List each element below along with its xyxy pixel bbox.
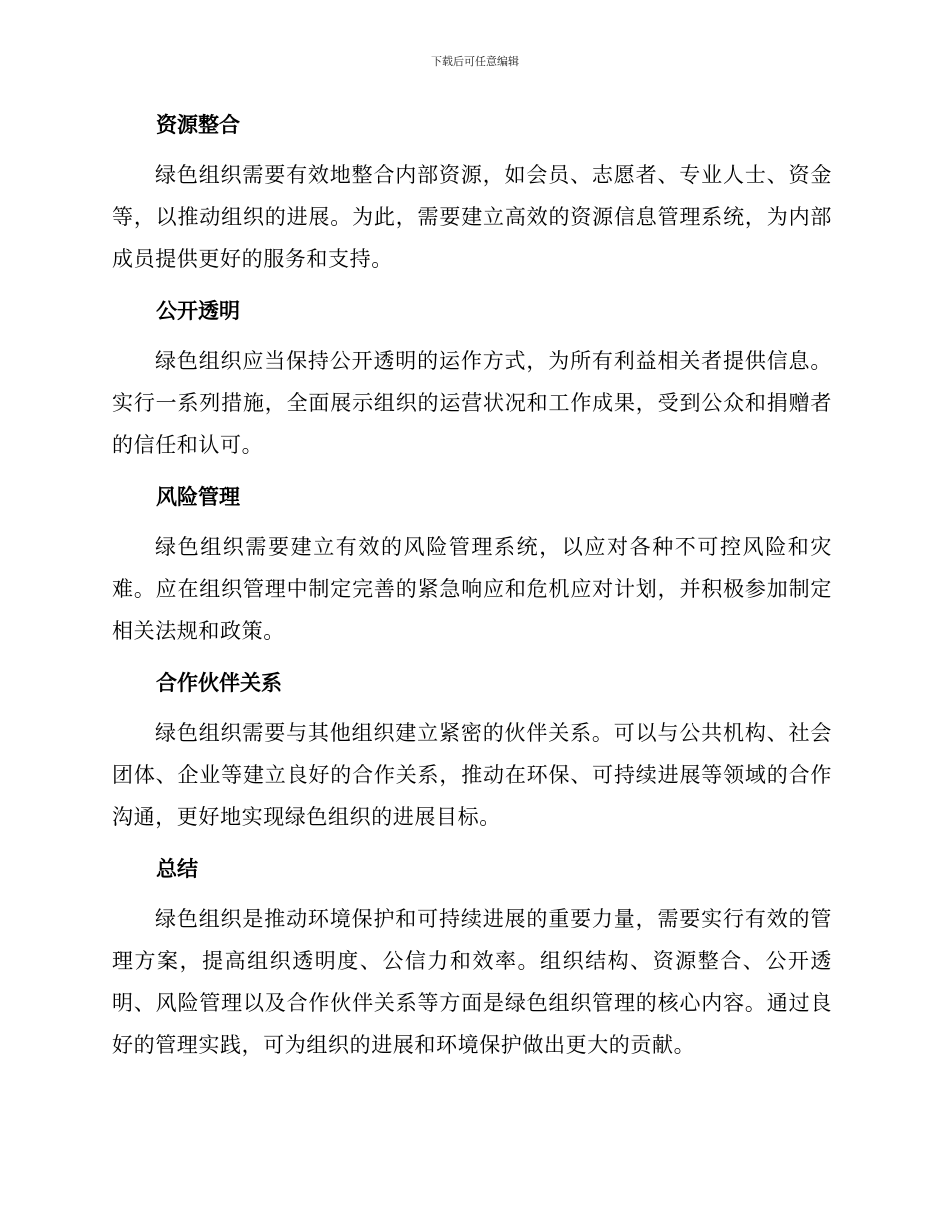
section-heading: 合作伙伴关系 [156,671,282,695]
section-transparency [112,296,832,466]
section-paragraph: 绿色组织需要有效地整合内部资源，如会员、志愿者、专业人士、资金等，以推动组织的进展。为此，需要建立高效的资源信息管理系统，为内部成员提供更好的服务和支持。 [112,163,832,271]
section-paragraph: 绿色组织应当保持公开透明的运作方式，为所有利益相关者提供信息。实行一系列措施，全面展示组织的运营状况和工作成果，受到公众和捐赠者的信任和认可。 [112,349,832,457]
section-heading: 总结 [156,857,198,881]
section-risk-management [112,482,832,652]
page-header-note: 下载后可任意编辑 [431,55,519,68]
section-heading: 风险管理 [156,485,240,509]
section-paragraph: 绿色组织是推动环境保护和可持续进展的重要力量，需要实行有效的管理方案，提高组织透明度、公信力和效率。组织结构、资源整合、公开透明、风险管理以及合作伙伴关系等方面是绿色组织管理的核心内容。通过良好的管理实践，可为组织的进展和环境保护做出更大的贡献。 [112,907,832,1057]
section-paragraph: 绿色组织需要与其他组织建立紧密的伙伴关系。可以与公共机构、社会团体、企业等建立良好的合作关系，推动在环保、可持续进展等领域的合作沟通，更好地实现绿色组织的进展目标。 [112,721,832,829]
document-content [112,110,832,1066]
section-partnerships [112,668,832,838]
section-resource-integration [112,110,832,280]
section-summary [112,854,832,1066]
section-heading: 资源整合 [156,113,240,137]
section-paragraph: 绿色组织需要建立有效的风险管理系统，以应对各种不可控风险和灾难。应在组织管理中制定完善的紧急响应和危机应对计划，并积极参加制定相关法规和政策。 [112,535,832,643]
section-heading: 公开透明 [156,299,240,323]
